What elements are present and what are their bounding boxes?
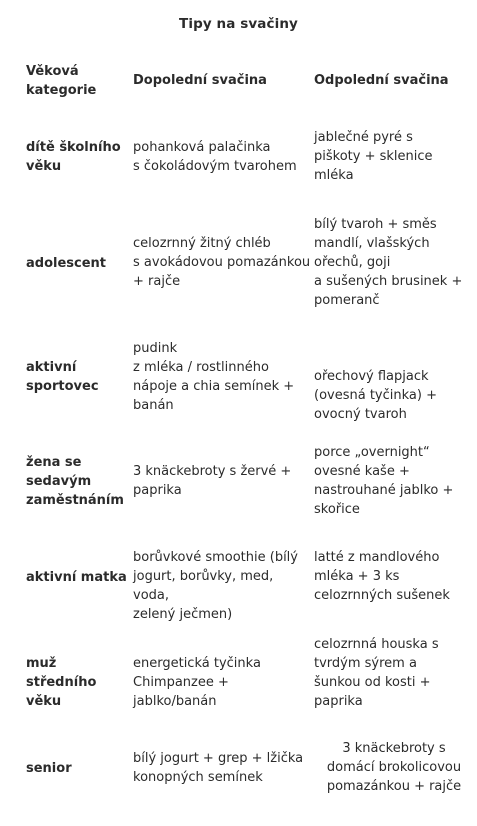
row-category: senior [26, 761, 72, 776]
row-afternoon-snack: bílý tvaroh + směs mandlí, vlašských ořechů, goji a sušených brusinek + pomeranč [314, 217, 463, 308]
row-morning-snack: bílý jogurt + grep + lžička konopných semínek [133, 751, 304, 785]
header-afternoon-snack: Odpolední svačina [314, 73, 449, 88]
row-morning-snack: energetická tyčinka Chimpanzee + jablko/banán [133, 656, 261, 709]
row-category: žena se sedavým zaměstnáním [26, 455, 124, 508]
header-morning-snack: Dopolední svačina [133, 73, 267, 88]
row-afternoon-snack: ořechový flapjack (ovesná tyčinka) + ovocný tvaroh [314, 369, 437, 422]
row-morning-snack: 3 knäckebroty s žervé + paprika [133, 464, 292, 498]
header-category: Věková kategorie [26, 64, 97, 98]
row-category: adolescent [26, 256, 107, 271]
row-morning-snack: celozrnný žitný chléb s avokádovou pomazánkou + rajče [133, 236, 311, 289]
row-afternoon-snack: celozrnná houska s tvrdým sýrem a šunkou od kosti + paprika [314, 637, 439, 709]
row-afternoon-snack: jablečné pyré s piškoty + sklenice mléka [314, 130, 433, 183]
row-morning-snack: pudink z mléka / rostlinného nápoje a chia semínek + banán [133, 341, 295, 413]
row-category: aktivní matka [26, 570, 127, 585]
row-afternoon-snack: latté z mandlového mléka + 3 ks celozrnných sušenek [314, 550, 450, 603]
row-category: dítě školního věku [26, 140, 121, 174]
row-morning-snack: pohanková palačinka s čokoládovým tvarohem [133, 140, 297, 174]
table-title: Tipy na svačiny [179, 16, 298, 32]
row-morning-snack: borůvkové smoothie (bílý jogurt, borůvky, med, voda, zelený ječmen) [133, 550, 298, 622]
row-afternoon-snack: 3 knäckebroty s domácí brokolicovou pomazánkou + rajče [326, 741, 462, 794]
row-category: aktivní sportovec [26, 360, 99, 394]
row-afternoon-snack: porce „overnight“ ovesné kaše + nastrouhané jablko + skořice [314, 445, 454, 517]
row-category: muž středního věku [26, 656, 97, 709]
